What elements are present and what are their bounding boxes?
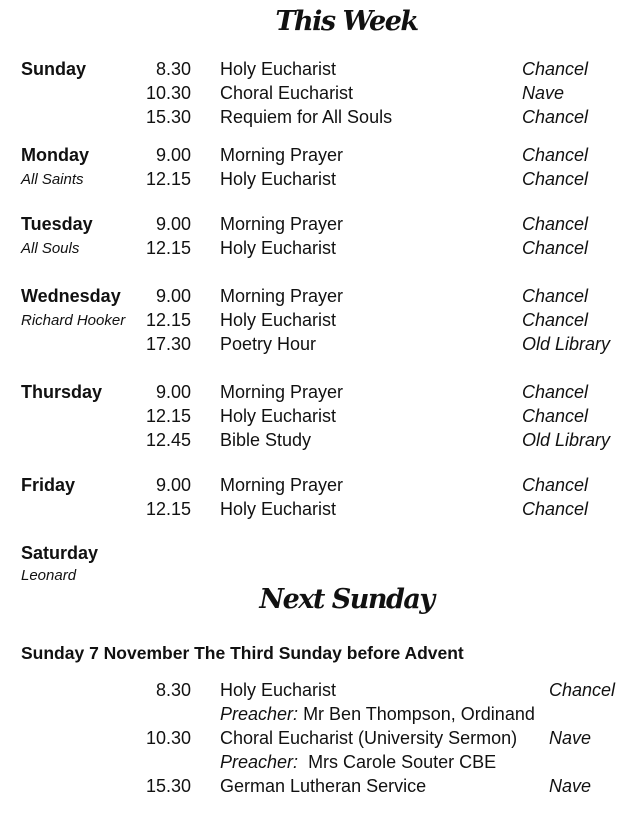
event-time: 9.00	[155, 145, 191, 165]
event-time: 10.30	[145, 728, 191, 748]
event-service: Morning Prayer	[220, 286, 344, 306]
event-location: Chancel	[522, 238, 589, 258]
event-location: Chancel	[549, 680, 616, 700]
event-time: 9.00	[155, 475, 191, 495]
event-time: 9.00	[155, 382, 191, 402]
event-location: Old Library	[522, 334, 611, 354]
event-location: Chancel	[522, 145, 589, 165]
day-tuesday: Tuesday	[21, 214, 93, 234]
event-service: Holy Eucharist	[220, 59, 337, 79]
preacher-label: Preacher:	[220, 752, 299, 772]
event-service: Morning Prayer	[220, 214, 344, 234]
event-location: Chancel	[522, 499, 589, 519]
event-location: Chancel	[522, 59, 589, 79]
day-commemoration: Richard Hooker	[21, 312, 126, 329]
next-sunday-title: Sunday 7 November The Third Sunday before Advent	[21, 643, 464, 663]
event-service: Holy Eucharist	[220, 680, 337, 700]
event-location: Chancel	[522, 107, 589, 127]
day-thursday: Thursday	[21, 382, 103, 402]
event-time: 12.45	[145, 430, 191, 450]
event-service: Holy Eucharist	[220, 238, 337, 258]
event-time: 8.30	[155, 59, 191, 79]
preacher-line	[220, 752, 496, 773]
event-service: Morning Prayer	[220, 145, 344, 165]
preacher-name: Mr Ben Thompson, Ordinand	[303, 704, 535, 724]
event-service: Morning Prayer	[220, 382, 344, 402]
event-location: Nave	[522, 83, 565, 103]
preacher-label: Preacher:	[220, 704, 299, 724]
event-location: Chancel	[522, 382, 589, 402]
event-location: Chancel	[522, 169, 589, 189]
event-location: Chancel	[522, 310, 589, 330]
event-time: 9.00	[155, 214, 191, 234]
event-location: Old Library	[522, 430, 611, 450]
event-time: 12.15	[145, 310, 191, 330]
next-sunday-heading: Next Sunday	[259, 584, 434, 615]
day-commemoration: All Saints	[21, 171, 84, 188]
event-time: 12.15	[145, 499, 191, 519]
event-service: Morning Prayer	[220, 475, 344, 495]
preacher-line	[220, 704, 535, 725]
event-time: 15.30	[145, 776, 191, 796]
event-time: 17.30	[145, 334, 191, 354]
day-monday: Monday	[21, 145, 90, 165]
event-service: Choral Eucharist (University Sermon)	[220, 728, 518, 748]
event-location: Chancel	[522, 475, 589, 495]
event-service: Holy Eucharist	[220, 169, 337, 189]
event-service: Holy Eucharist	[220, 499, 337, 519]
event-location: Nave	[549, 728, 592, 748]
event-service: German Lutheran Service	[220, 776, 427, 796]
event-time: 12.15	[145, 169, 191, 189]
event-time: 10.30	[145, 83, 191, 103]
preacher-name: Mrs Carole Souter CBE	[308, 752, 497, 772]
day-commemoration: All Souls	[21, 240, 80, 257]
event-time: 9.00	[155, 286, 191, 306]
event-location: Chancel	[522, 286, 589, 306]
event-time: 8.30	[155, 680, 191, 700]
event-time: 12.15	[145, 406, 191, 426]
event-service: Choral Eucharist	[220, 83, 354, 103]
event-service: Holy Eucharist	[220, 310, 337, 330]
day-wednesday: Wednesday	[21, 286, 121, 306]
this-week-heading: This Week	[275, 6, 418, 37]
event-service: Holy Eucharist	[220, 406, 337, 426]
day-saturday: Saturday	[21, 543, 99, 563]
event-location: Nave	[549, 776, 592, 796]
event-time: 15.30	[145, 107, 191, 127]
event-service: Bible Study	[220, 430, 312, 450]
event-service: Requiem for All Souls	[220, 107, 393, 127]
day-commemoration: Leonard	[21, 567, 77, 584]
event-location: Chancel	[522, 214, 589, 234]
event-location: Chancel	[522, 406, 589, 426]
event-service: Poetry Hour	[220, 334, 317, 354]
day-friday: Friday	[21, 475, 76, 495]
event-time: 12.15	[145, 238, 191, 258]
day-sunday: Sunday	[21, 59, 87, 79]
